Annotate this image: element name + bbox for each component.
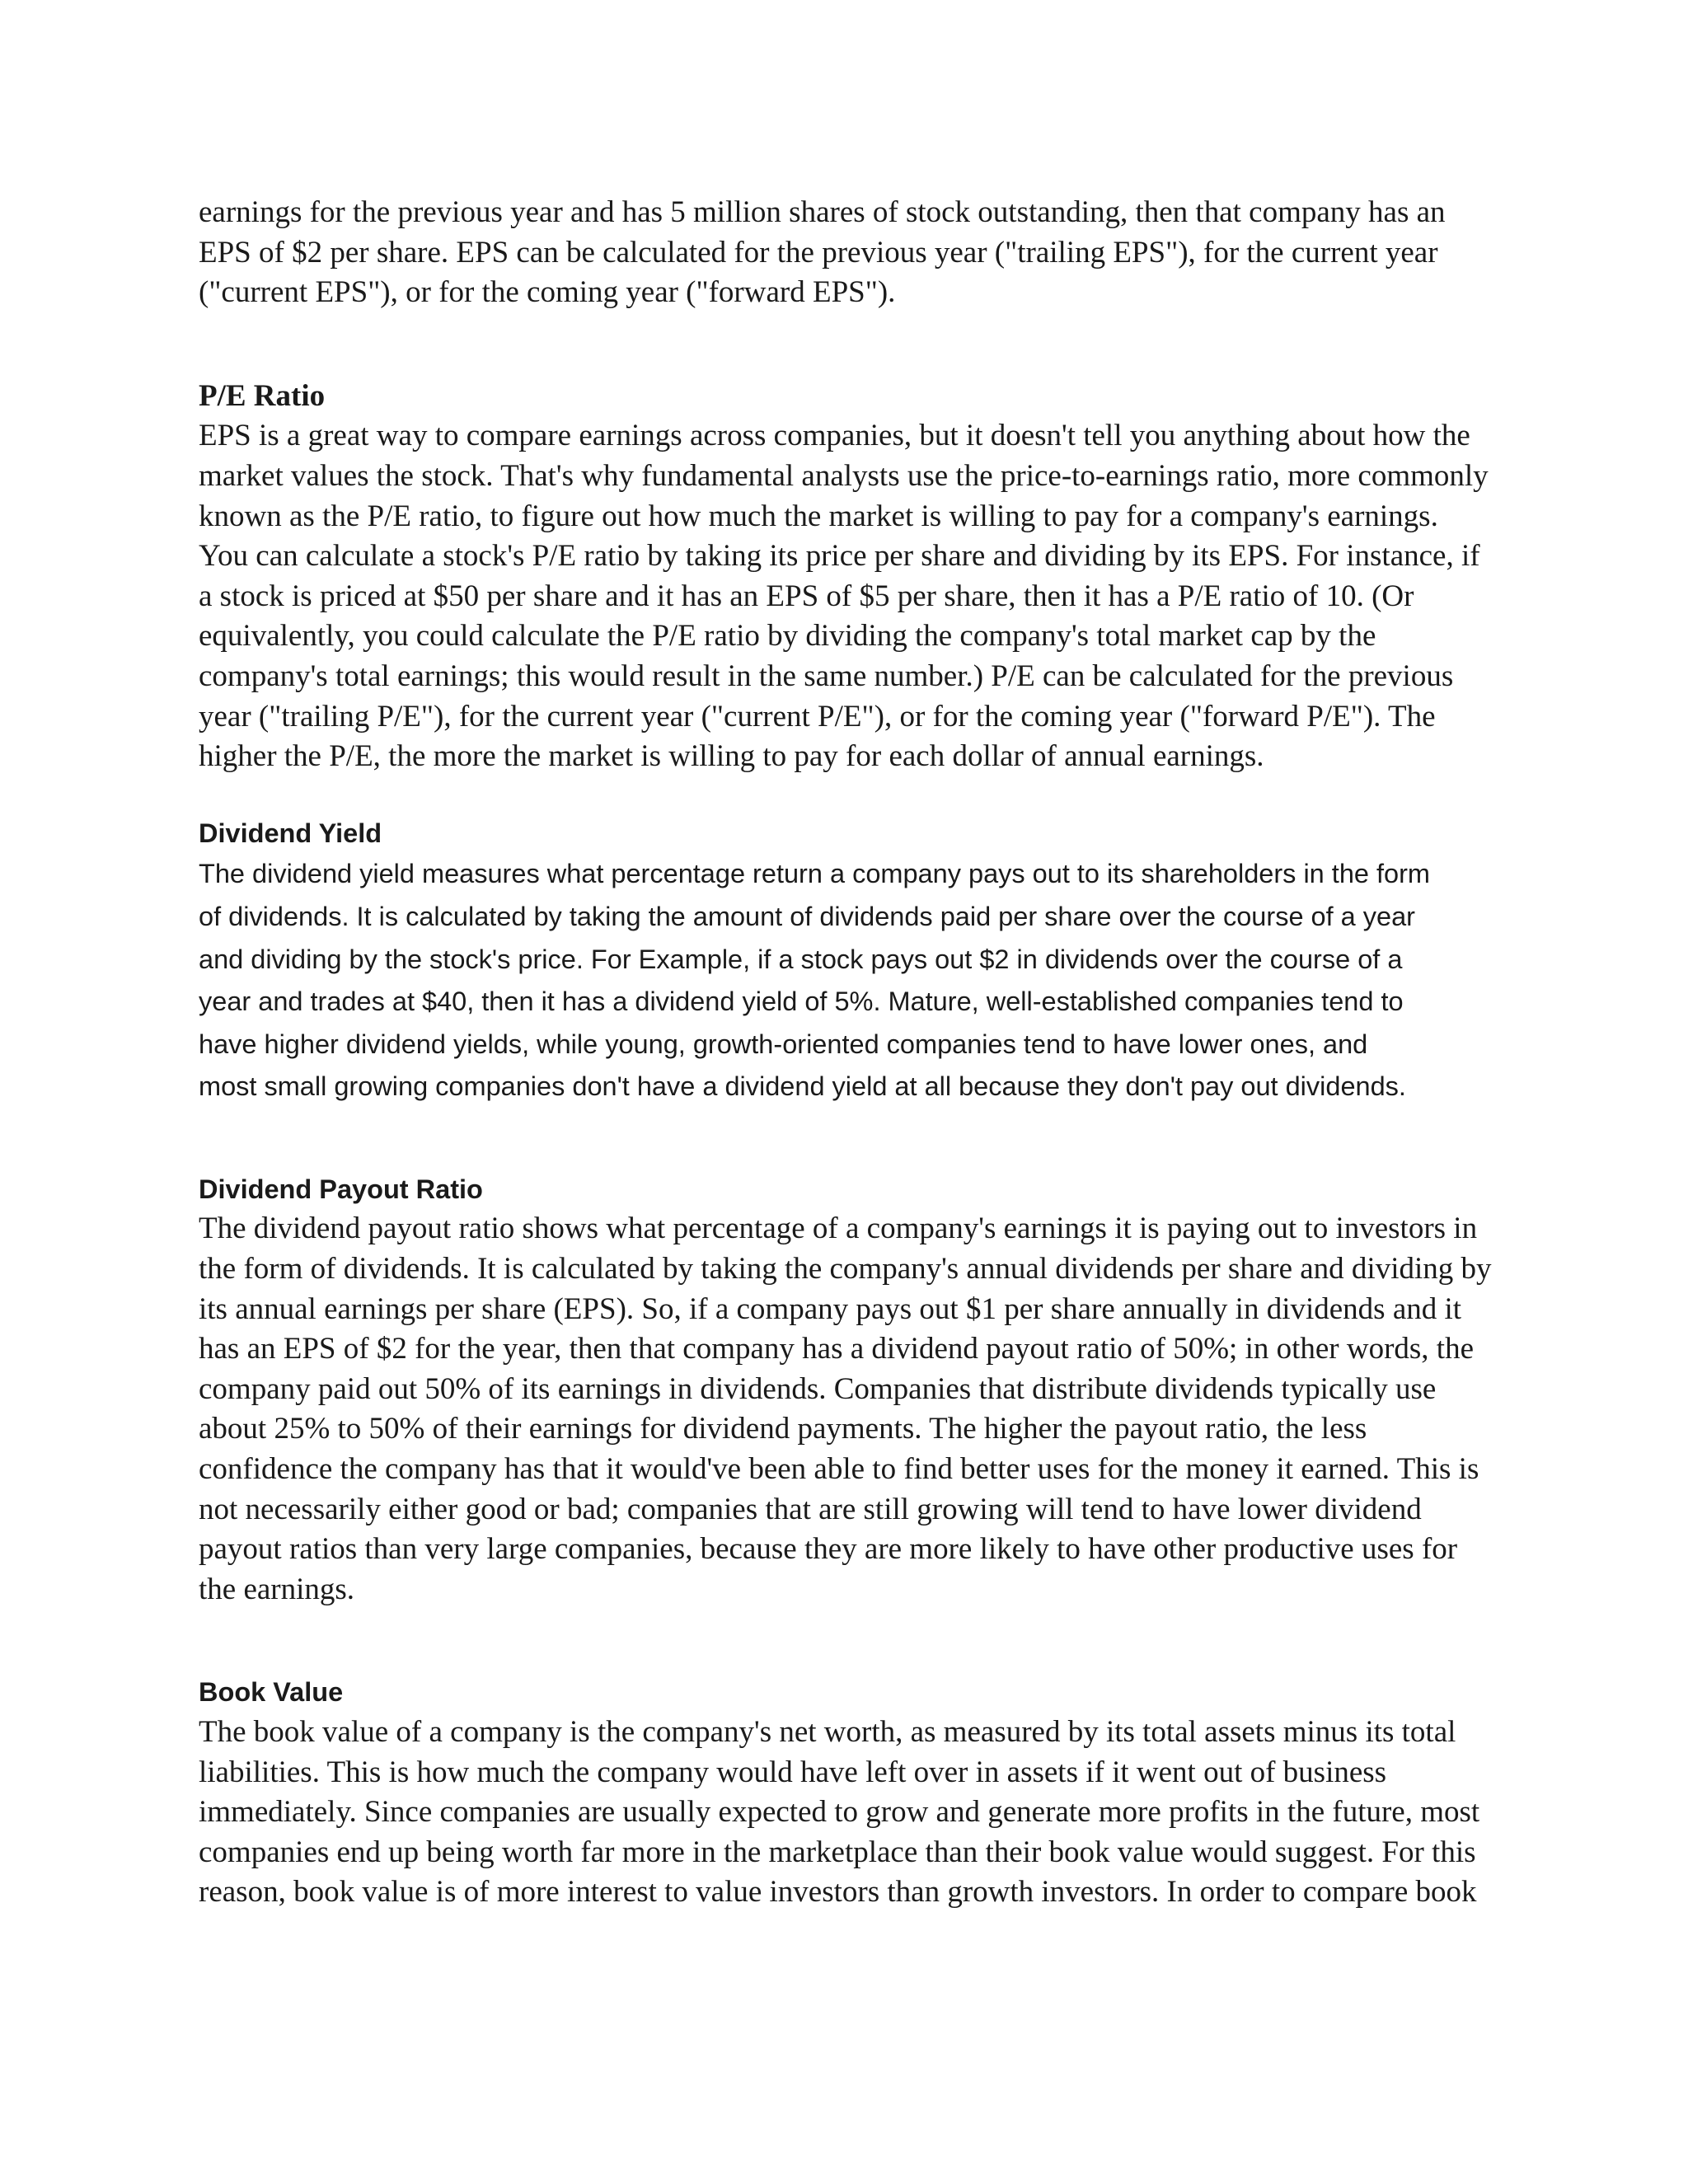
section-paragraph [199,416,1501,776]
text-line: EPS of $2 per share. EPS can be calculated for the previous year ("trailing EPS"), for the current year [199,235,1438,269]
text-line: the earnings. [199,1572,355,1606]
text-line: market values the stock. That's why fundamental analysts use the price-to-earnings ratio, more commonly [199,458,1489,493]
text-line: immediately. Since companies are usually expected to grow and generate more profits in the future, most [199,1795,1480,1830]
text-line: reason, book value is of more interest to value investors than growth investors. In order to compare book [199,1875,1477,1910]
text-line: company paid out 50% of its earnings in dividends. Companies that distribute dividends typically use [199,1371,1437,1406]
text-line: The dividend yield measures what percentage return a company pays out to its shareholders in the form [199,859,1431,889]
text-line: The book value of a company is the company's net worth, as measured by its total assets minus its total [199,1715,1456,1749]
intro-paragraph [199,193,1501,313]
section-heading: Dividend Yield [199,818,382,848]
section-heading: Dividend Payout Ratio [199,1174,483,1204]
text-line: confidence the company has that it would've been able to find better uses for the money it earned. This is [199,1452,1479,1487]
text-line: The dividend payout ratio shows what percentage of a company's earnings it is paying out to investors in [199,1212,1478,1246]
section-paragraph [199,1713,1501,1913]
text-line: about 25% to 50% of their earnings for dividend payments. The higher the payout ratio, the less [199,1412,1367,1446]
text-line: known as the P/E ratio, to figure out how much the market is willing to pay for a company's earnings. [199,499,1438,533]
section-pe-ratio [199,377,1501,777]
section-heading: P/E Ratio [199,378,326,413]
text-line: a stock is priced at $50 per share and it has an EPS of $5 per share, then it has a P/E ratio of 10. (Or [199,579,1414,613]
document-body [199,193,1501,1913]
text-line: the form of dividends. It is calculated by taking the company's annual dividends per share and dividing by [199,1252,1492,1286]
text-line: earnings for the previous year and has 5 million shares of stock outstanding, then that company has an [199,195,1446,229]
section-paragraph [199,853,1501,1108]
text-line: You can calculate a stock's P/E ratio by taking its price per share and dividing by its EPS. For instance, if [199,539,1480,574]
text-line: of dividends. It is calculated by taking the amount of dividends paid per share over the course of a year [199,901,1416,931]
text-line: and dividing by the stock's price. For Example, if a stock pays out $2 in dividends over the course of a [199,944,1403,974]
text-line: ("current EPS"), or for the coming year ("forward EPS"). [199,275,896,310]
text-line: equivalently, you could calculate the P/E ratio by dividing the company's total market cap by the [199,619,1376,654]
section-dividend-payout-ratio [199,1169,1501,1610]
text-line: higher the P/E, the more the market is willing to pay for each dollar of annual earnings. [199,739,1264,774]
section-dividend-yield [199,813,1501,1108]
text-line: companies end up being worth far more in the marketplace than their book value would suggest. For this [199,1835,1476,1869]
section-book-value [199,1672,1501,1913]
text-line: have higher dividend yields, while young, growth-oriented companies tend to have lower ones, and [199,1029,1368,1059]
text-line: most small growing companies don't have a dividend yield at all because they don't pay out dividends. [199,1071,1406,1102]
text-line: year ("trailing P/E"), for the current year ("current P/E"), or for the coming year ("forward P/E"). The [199,699,1436,733]
text-line: EPS is a great way to compare earnings across companies, but it doesn't tell you anything about how the [199,419,1470,453]
text-line: has an EPS of $2 for the year, then that company has a dividend payout ratio of 50%; in other words, the [199,1332,1475,1366]
section-paragraph [199,1209,1501,1610]
section-heading: Book Value [199,1677,344,1708]
text-line: liabilities. This is how much the company would have left over in assets if it went out of business [199,1755,1387,1789]
text-line: not necessarily either good or bad; companies that are still growing will tend to have lower dividend [199,1492,1422,1526]
text-line: payout ratios than very large companies, because they are more likely to have other productive uses for [199,1532,1458,1567]
text-line: company's total earnings; this would result in the same number.) P/E can be calculated for the previous [199,658,1454,693]
text-line: year and trades at $40, then it has a dividend yield of 5%. Mature, well-established companies tend to [199,987,1404,1017]
text-line: its annual earnings per share (EPS). So, if a company pays out $1 per share annually in dividends and it [199,1291,1462,1326]
